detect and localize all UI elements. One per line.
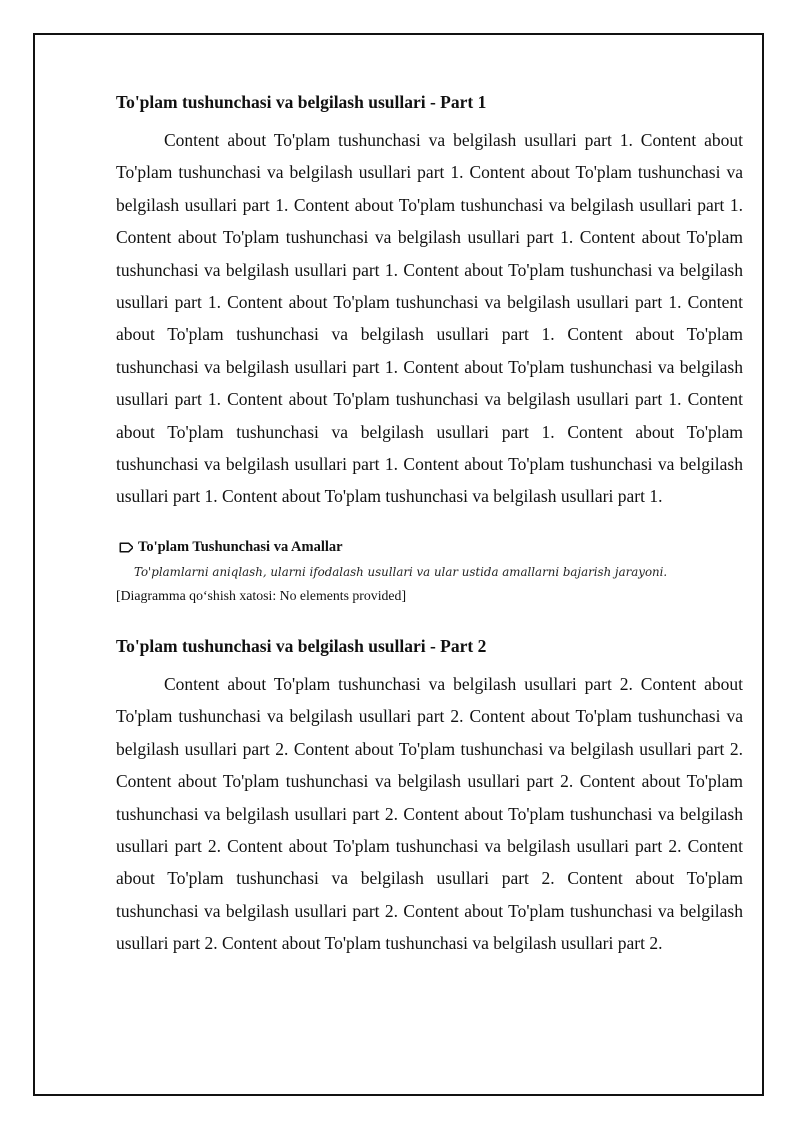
section-heading-part-1: To'plam tushunchasi va belgilash usullari - Part 1 (116, 92, 487, 112)
diagram-subtitle: To'plamlarni aniqlash, ularni ifodalash usullari va ular ustida amallarni bajarish jarayoni. (134, 564, 668, 579)
section-heading-part-2: To'plam tushunchasi va belgilash usullari - Part 2 (116, 635, 487, 656)
diagram-error-message: [Diagramma qo‘shish xatosi: No elements provided] (116, 587, 407, 603)
page-frame (33, 33, 764, 1096)
tag-icon (116, 539, 133, 556)
section-paragraph-part-1: Content about To'plam tushunchasi va belgilash usullari part 1. Content about To'plam tushunchasi va belgilash usullari part 1. Content about To'plam tushunchasi va belgilash usullari part 1. Content about To'plam tushunchasi va belgilash usullari part 1. Content about To'plam tushunchasi va belgilash usullari part 1. Content about To'plam tushunchasi va belgilash usullari part 1. Content about To'plam tushunchasi va belgilash usullari part 1. Content about To'plam tushunchasi va belgilash usullari part 1. Content about To'plam tushunchasi va belgilash usullari part 1. Content about To'plam tushunchasi va belgilash usullari part 1. Content about To'plam tushunchasi va belgilash usullari part 1. Content about To'plam tushunchasi va belgilash usullari part 1. Content about To'plam tushunchasi va belgilash usullari part 1. Content about To'plam tushunchasi va belgilash usullari part 1. Content about To'plam tushunchasi va belgilash usullari part 1. Content about To'plam tushunchasi va belgilash usullari part 1. (116, 130, 743, 507)
diagram-block (116, 537, 743, 606)
diagram-title: To'plam Tushunchasi va Amallar (138, 539, 343, 556)
section-paragraph-part-2: Content about To'plam tushunchasi va belgilash usullari part 2. Content about To'plam tushunchasi va belgilash usullari part 2. Content about To'plam tushunchasi va belgilash usullari part 2. Content about To'plam tushunchasi va belgilash usullari part 2. Content about To'plam tushunchasi va belgilash usullari part 2. Content about To'plam tushunchasi va belgilash usullari part 2. Content about To'plam tushunchasi va belgilash usullari part 2. Content about To'plam tushunchasi va belgilash usullari part 2. Content about To'plam tushunchasi va belgilash usullari part 2. Content about To'plam tushunchasi va belgilash usullari part 2. Content about To'plam tushunchasi va belgilash usullari part 2. Content about To'plam tushunchasi va belgilash usullari part 2. (116, 673, 743, 954)
diagram-title-row (116, 537, 743, 559)
document-content (116, 90, 743, 960)
